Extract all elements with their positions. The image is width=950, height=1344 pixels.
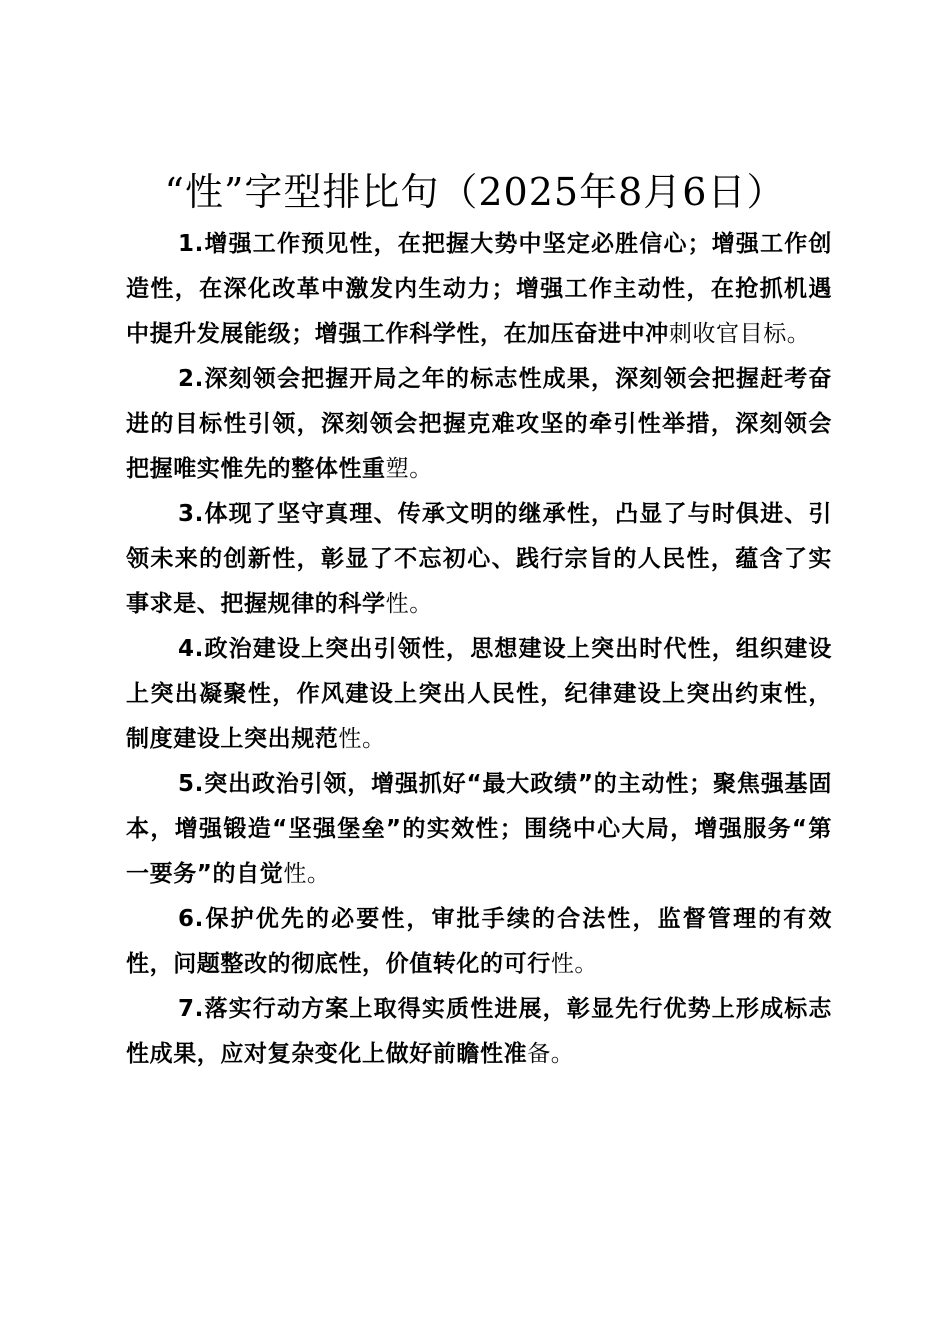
paragraph-2-main: 2.深刻领会把握开局之年的标志性成果，深刻领会把握赶考奋进的目标性引领，深刻领会把握克难攻坚的牵引性举措，深刻领会把握唯实惟先的整体性重 <box>126 366 832 482</box>
paragraph-3 <box>126 492 832 627</box>
paragraph-7-main: 7.落实行动方案上取得实质性进展，彰显先行优势上形成标志性成果，应对复杂变化上做好前瞻性准 <box>126 996 832 1067</box>
paragraph-3-tail: 性。 <box>385 591 433 617</box>
paragraph-7-tail: 备。 <box>527 1041 575 1067</box>
paragraph-5 <box>126 762 832 897</box>
paragraph-3-main: 3.体现了坚守真理、传承文明的继承性，凸显了与时俱进、引领未来的创新性，彰显了不忘初心、践行宗旨的人民性，蕴含了实事求是、把握规律的科学 <box>126 501 832 617</box>
paragraph-1-main: 1.增强工作预见性，在把握大势中坚定必胜信心；增强工作创造性，在深化改革中激发内生动力；增强工作主动性，在抢抓机遇中提升发展能级；增强工作科学性，在加压奋进中冲 <box>126 231 832 347</box>
paragraph-6 <box>126 897 832 987</box>
paragraph-5-tail: 性。 <box>283 861 331 887</box>
paragraph-2 <box>126 357 832 492</box>
paragraph-6-main: 6.保护优先的必要性，审批手续的合法性，监督管理的有效性，问题整改的彻底性，价值转化的可行 <box>126 906 832 977</box>
document-body <box>126 222 832 1077</box>
paragraph-7 <box>126 987 832 1077</box>
paragraph-4-tail: 性。 <box>338 726 386 752</box>
paragraph-1-tail: 刺收官目标。 <box>668 321 811 347</box>
paragraph-6-tail: 性。 <box>550 951 599 977</box>
paragraph-5-main: 5.突出政治引领，增强抓好“最大政绩”的主动性；聚焦强基固本，增强锻造“坚强堡垒”的实效性；围绕中心大局，增强服务“第一要务”的自觉 <box>126 771 832 887</box>
paragraph-1 <box>126 222 832 357</box>
paragraph-4 <box>126 627 832 762</box>
paragraph-2-tail: 塑。 <box>385 456 433 482</box>
paragraph-4-main: 4.政治建设上突出引领性，思想建设上突出时代性，组织建设上突出凝聚性，作风建设上突出人民性，纪律建设上突出约束性，制度建设上突出规范 <box>126 636 832 752</box>
document-title: “性”字型排比句（2025年8月6日） <box>164 170 786 214</box>
